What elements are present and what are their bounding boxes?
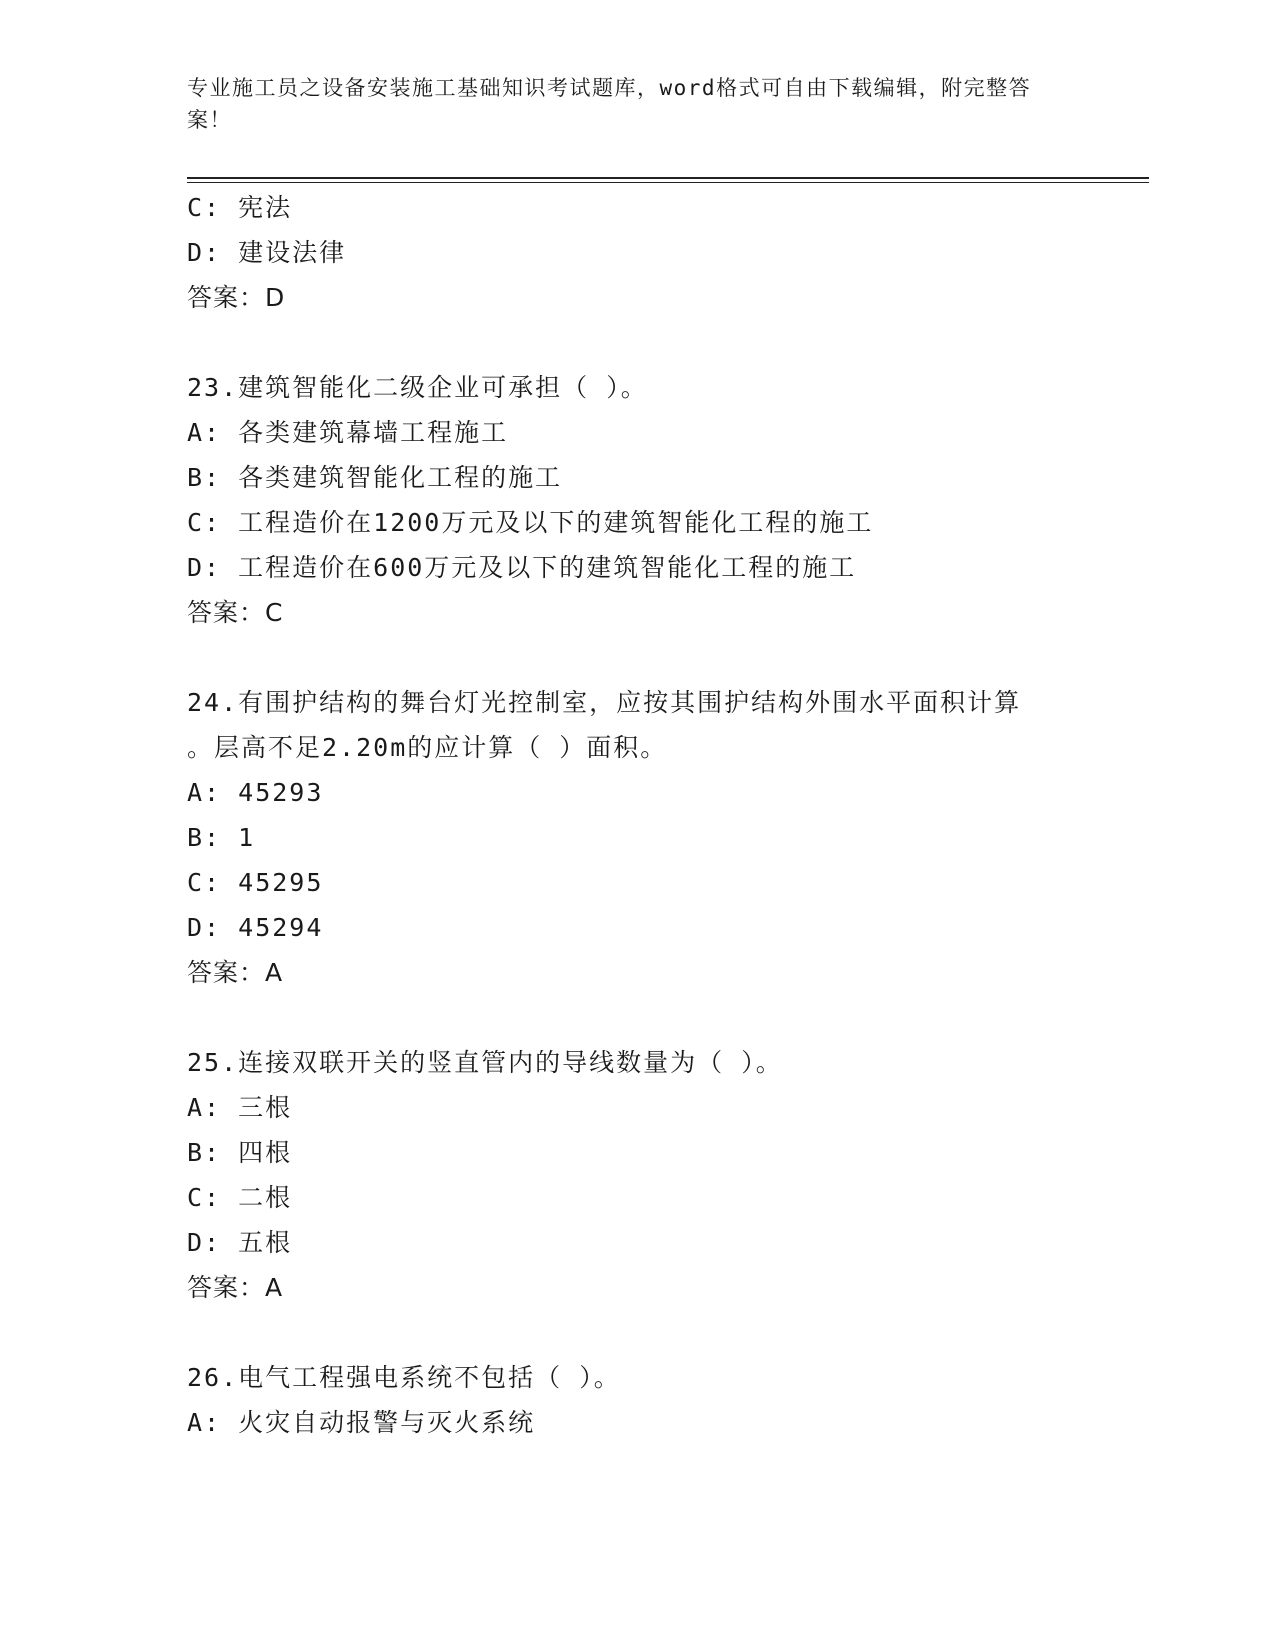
option-line: D: 建设法律 bbox=[187, 238, 347, 267]
question-line: 26.电气工程强电系统不包括（ ）。 bbox=[187, 1363, 621, 1392]
document-header: 专业施工员之设备安装施工基础知识考试题库，word格式可自由下载编辑，附完整答案！ bbox=[187, 76, 1032, 132]
option-line: C: 45295 bbox=[187, 868, 324, 897]
option-line: C: 工程造价在1200万元及以下的建筑智能化工程的施工 bbox=[187, 508, 874, 537]
question-line: 24.有围护结构的舞台灯光控制室，应按其围护结构外围水平面积计算 bbox=[187, 688, 1022, 717]
answer-line: 答案：D bbox=[187, 283, 286, 312]
option-line: A: 三根 bbox=[187, 1093, 293, 1122]
option-line: C: 宪法 bbox=[187, 193, 293, 222]
option-line: B: 各类建筑智能化工程的施工 bbox=[187, 463, 563, 492]
option-line: B: 四根 bbox=[187, 1138, 293, 1167]
option-line: D: 工程造价在600万元及以下的建筑智能化工程的施工 bbox=[187, 553, 857, 582]
option-line: A: 各类建筑幕墙工程施工 bbox=[187, 418, 509, 447]
option-line: C: 二根 bbox=[187, 1183, 293, 1212]
question-line: 25.连接双联开关的竖直管内的导线数量为（ ）。 bbox=[187, 1048, 783, 1077]
question-line: 23.建筑智能化二级企业可承担（ ）。 bbox=[187, 373, 648, 402]
answer-line: 答案：C bbox=[187, 598, 284, 627]
option-line: D: 45294 bbox=[187, 913, 324, 942]
option-line: A: 火灾自动报警与灭火系统 bbox=[187, 1408, 536, 1437]
header-divider-thin bbox=[187, 182, 1149, 183]
answer-line: 答案：A bbox=[187, 958, 284, 987]
question-line: 。层高不足2.20m的应计算（ ）面积。 bbox=[187, 733, 668, 762]
header-divider bbox=[187, 177, 1149, 179]
answer-line: 答案：A bbox=[187, 1273, 284, 1302]
option-line: A: 45293 bbox=[187, 778, 324, 807]
option-line: D: 五根 bbox=[187, 1228, 293, 1257]
option-line: B: 1 bbox=[187, 823, 256, 852]
